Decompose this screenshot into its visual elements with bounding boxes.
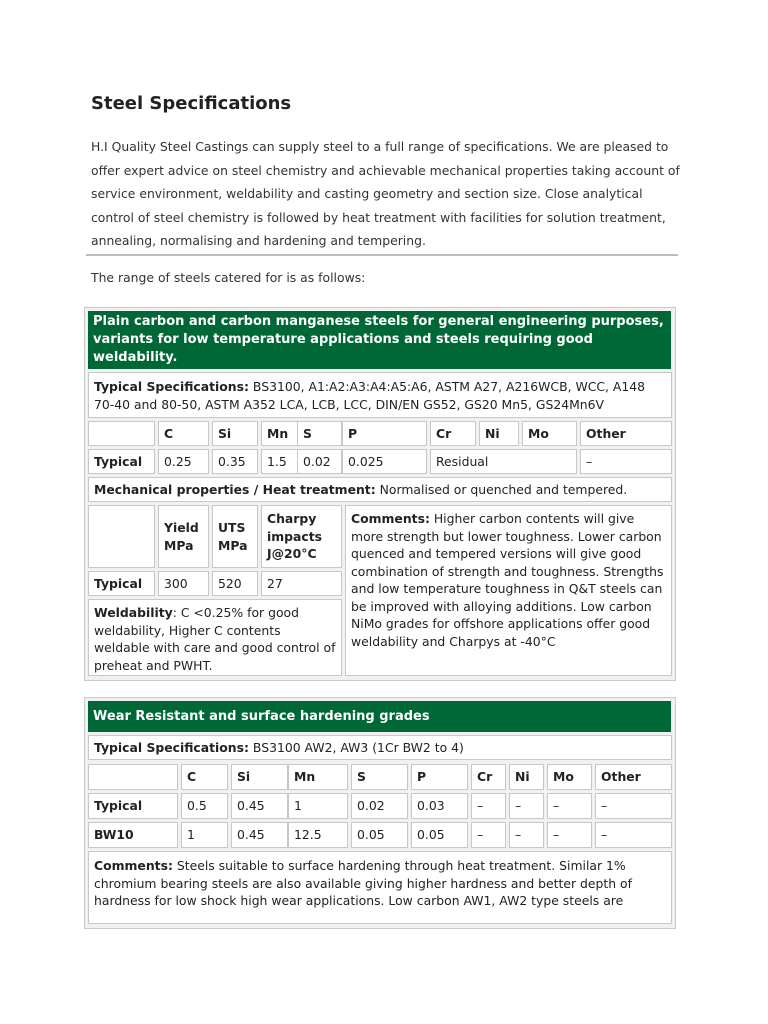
mech-value-charpy: 27 xyxy=(261,571,342,596)
chem-row-label: Typical xyxy=(88,793,178,819)
comments-label: Comments: xyxy=(351,511,430,526)
chem-value-other: – xyxy=(595,793,672,819)
chem-value-mn: 1 xyxy=(288,793,348,819)
charpy-label-2: impacts xyxy=(267,528,323,544)
chem-value-c: 1 xyxy=(181,822,228,848)
weldability-text: : C <0.25% for good weldability, Higher C contents weldable with care and good control of preheat and PWHT. xyxy=(94,605,336,673)
chem-header-other: Other xyxy=(595,764,672,790)
chem-value-ni: – xyxy=(509,793,544,819)
chem-header-si: Si xyxy=(231,764,288,790)
mechanical-properties xyxy=(88,477,672,502)
chem-header-mn: Mn xyxy=(288,764,348,790)
page-title: Steel Specifications xyxy=(91,93,292,114)
charpy-unit: J@20°C xyxy=(267,546,317,562)
section-plain-carbon xyxy=(84,307,676,681)
intro-paragraph: H.I Quality Steel Castings can supply steel to a full range of specifications. We are pleased to offer expert advice on steel chemistry and achievable mechanical properties taking account of service environment, weldability and casting geometry and section size. Close analytical control of steel chemistry is followed by heat treatment with facilities for solution treatment, annealing, normalising and hardening and tempering. xyxy=(91,139,680,249)
chem-value-mn: 12.5 xyxy=(288,822,348,848)
mech-header-uts xyxy=(212,505,258,568)
chem-header-p: P xyxy=(411,764,468,790)
mech-label: Mechanical properties / Heat treatment: xyxy=(94,481,376,497)
section-header-text: Wear Resistant and surface hardening grades xyxy=(93,708,430,724)
chem-value-cr: – xyxy=(471,822,506,848)
chem-header-p: P xyxy=(342,421,427,446)
specs-text: BS3100 AW2, AW3 (1Cr BW2 to 4) xyxy=(252,739,464,755)
chem-value-s: 0.05 xyxy=(351,822,408,848)
mech-header-yield xyxy=(158,505,209,568)
mech-text: Normalised or quenched and tempered. xyxy=(379,481,628,497)
chem-value-other: – xyxy=(580,449,672,474)
mech-value-uts: 520 xyxy=(212,571,258,596)
charpy-label: Charpy xyxy=(267,511,317,527)
section-header xyxy=(88,701,671,732)
chem-value-residual: Residual xyxy=(430,449,577,474)
chem-row-label: BW10 xyxy=(88,822,178,848)
weldability-label: Weldability xyxy=(94,605,173,620)
range-intro: The range of steels catered for is as follows: xyxy=(91,270,366,285)
chem-value-mo: – xyxy=(547,793,592,819)
chem-header-mo: Mo xyxy=(547,764,592,790)
chem-header-mn: Mn xyxy=(261,421,300,446)
chem-value-si: 0.45 xyxy=(231,793,288,819)
mech-value-yield: 300 xyxy=(158,571,209,596)
typical-specifications xyxy=(88,735,672,760)
chem-header-si: Si xyxy=(212,421,258,446)
chem-value-p: 0.05 xyxy=(411,822,468,848)
chem-value-cr: – xyxy=(471,793,506,819)
chem-value-s: 0.02 xyxy=(351,793,408,819)
chem-header-blank xyxy=(88,421,155,446)
chem-value-c: 0.25 xyxy=(158,449,209,474)
specs-label: Typical Specifications: xyxy=(94,739,249,755)
comments-text: Higher carbon contents will give more strength but lower toughness. Lower carbon quenced and tempered versions will give good combination of strength and toughness. Strengths and low temperature toughness in Q&T steels can be improved with alloying additions. Low carbon NiMo grades for offshore applications offer good weldability and Charpys at -40°C xyxy=(351,511,664,649)
chem-header-cr: Cr xyxy=(430,421,476,446)
comments-text: Steels suitable to surface hardening through heat treatment. Similar 1% chromium bearing steels are also available giving higher hardness and better depth of hardness for low shock high wear applications. Low carbon AW1, AW2 type steels are xyxy=(94,858,632,908)
chem-header-s: S xyxy=(297,421,342,446)
chem-value-p: 0.025 xyxy=(342,449,427,474)
chem-value-other: – xyxy=(595,822,672,848)
divider xyxy=(86,254,678,256)
chem-value-ni: – xyxy=(509,822,544,848)
section-wear-resistant xyxy=(84,697,676,929)
chem-value-c: 0.5 xyxy=(181,793,228,819)
chem-value-p: 0.03 xyxy=(411,793,468,819)
chem-header-cr: Cr xyxy=(471,764,506,790)
comments-label: Comments: xyxy=(94,858,173,873)
yield-unit: MPa xyxy=(164,537,194,553)
chem-header-c: C xyxy=(158,421,209,446)
uts-label: UTS xyxy=(218,520,246,535)
mech-header-blank xyxy=(88,505,155,568)
chem-value-si: 0.45 xyxy=(231,822,288,848)
comments-box xyxy=(345,505,672,676)
chem-header-s: S xyxy=(351,764,408,790)
chem-header-blank xyxy=(88,764,178,790)
comments-box xyxy=(88,851,672,924)
chem-header-mo: Mo xyxy=(522,421,577,446)
specs-label: Typical Specifications: xyxy=(94,379,249,394)
weldability-note xyxy=(88,599,342,676)
specs-text: BS3100, A1:A2:A3:A4:A5:A6, ASTM A27, A216WCB, WCC, A148 70-40 and 80-50, ASTM A352 LCA, LCB, LCC, DIN/EN GS52, GS20 Mn5, GS24Mn6V xyxy=(94,379,646,412)
uts-unit: MPa xyxy=(218,537,248,553)
chem-value-s: 0.02 xyxy=(297,449,342,474)
chem-value-mo: – xyxy=(547,822,592,848)
section-header-text: Plain carbon and carbon manganese steels for general engineering purposes, variants for low temperature applications and steels requiring good weldability. xyxy=(93,314,664,365)
section-header xyxy=(88,311,671,369)
chem-row-label: Typical xyxy=(88,449,155,474)
chem-header-ni: Ni xyxy=(479,421,519,446)
mech-header-charpy xyxy=(261,505,342,568)
yield-label: Yield xyxy=(164,520,199,535)
chem-value-si: 0.35 xyxy=(212,449,258,474)
chem-value-mn: 1.5 xyxy=(261,449,300,474)
mech-row-label: Typical xyxy=(88,571,155,596)
chem-header-c: C xyxy=(181,764,228,790)
chem-header-other: Other xyxy=(580,421,672,446)
typical-specifications xyxy=(88,372,672,418)
chem-header-ni: Ni xyxy=(509,764,544,790)
